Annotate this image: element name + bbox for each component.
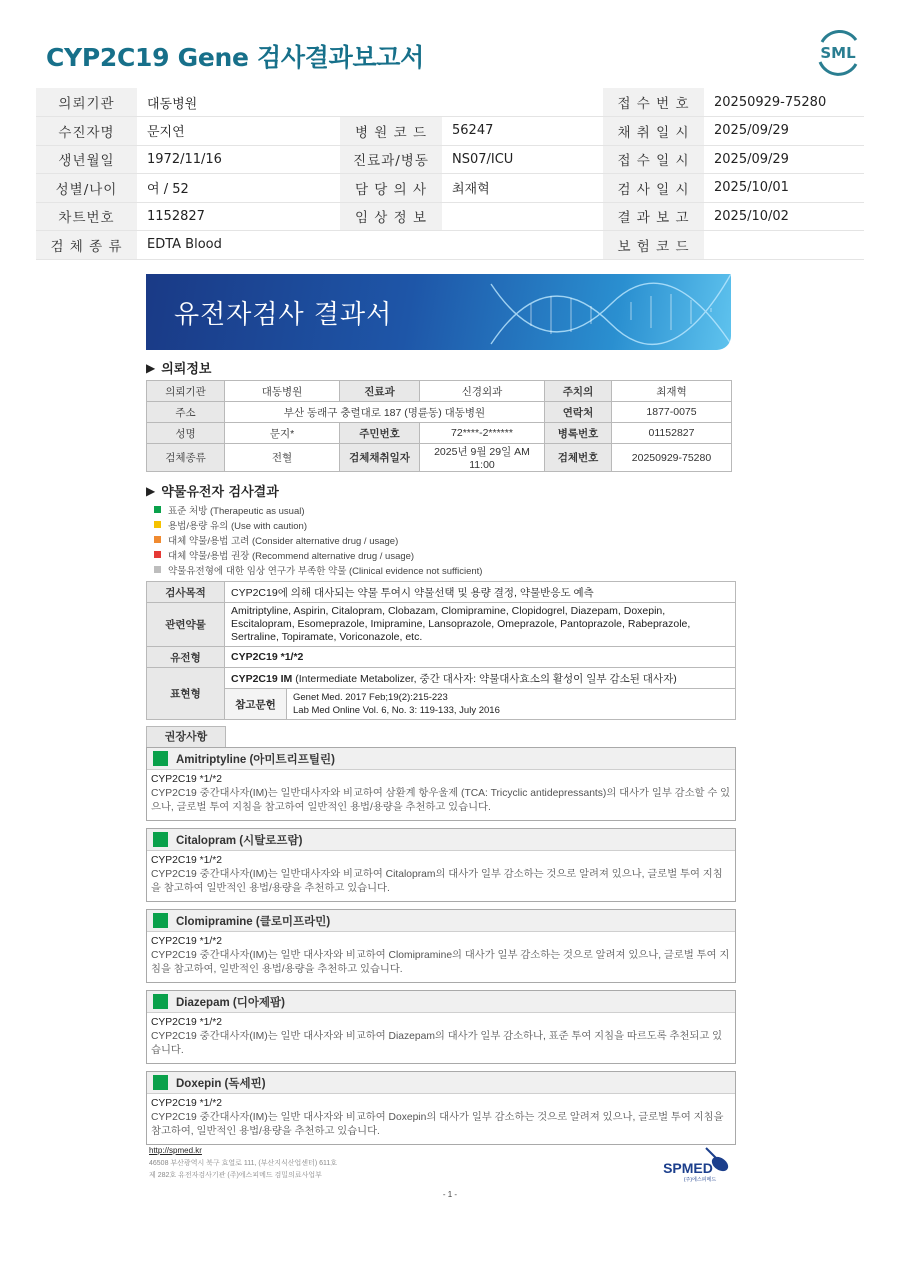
rec-genotype: CYP2C19 *1/*2 [151,774,222,785]
request-label: 검체채취일자 [340,444,420,472]
sml-logo-icon [812,28,864,76]
request-value: 대동병원 [225,381,340,402]
legend-item [154,502,736,517]
info-label: 채 취 일 시 [603,117,704,146]
drug-name: Clomipramine (클로미프라민) [176,915,331,928]
request-label: 연락처 [545,402,612,423]
recommendation-header [147,748,735,770]
recommendation-card [146,909,736,983]
genotype-value: CYP2C19 *1/*2 [225,647,736,668]
rec-text: CYP2C19 중간대사자(IM)는 일반 대사자와 비교하여 Clomipramine의 대사가 일부 감소하는 것으로 알려져 있으나, 글로벌 투여 지침을 참고하여, 일반적인 용법/용량을 추천하고 있습니다. [151,950,730,975]
legend-text: 용법/용량 유의 (Use with caution) [168,520,308,532]
info-value: 1972/11/16 [137,145,340,174]
sml-logo-text: SML [820,44,856,62]
legend-swatch-icon [154,566,161,573]
info-label: 병 원 코 드 [340,117,442,146]
info-value: 56247 [442,117,603,146]
request-value: 72****-2****** [420,423,545,444]
reference-value: Genet Med. 2017 Feb;19(2):215-223 Lab Med Online Vol. 6, No. 3: 119-133, July 2016 [287,689,736,720]
green-status-icon [153,751,168,766]
page-title: CYP2C19 Gene 검사결과보고서 [46,43,424,72]
drug-name: Citalopram (시탈로프람) [176,834,303,847]
info-row [36,202,864,231]
info-label: 검 사 일 시 [603,174,704,203]
info-label: 검 체 종 류 [36,231,137,260]
info-value: 최재혁 [442,174,603,203]
drugs-value: Amitriptyline, Aspirin, Citalopram, Clobazam, Clomipramine, Clopidogrel, Diazepam, Doxepin, Escitalopram, Esomeprazole, Imipramine, Lansoprazole, Omeprazole, Pantoprazole, Rabeprazole, Sertraline, Topiramate, Voriconazole, etc. [225,603,736,647]
info-label: 접 수 번 호 [603,88,704,117]
legend-swatch-icon [154,536,161,543]
embedded-report [146,274,736,1152]
request-row [147,423,732,444]
patient-info-table [36,88,864,260]
info-value: 문지연 [137,117,340,146]
report-banner [146,274,731,350]
green-status-icon [153,913,168,928]
request-row [147,381,732,402]
request-label: 주민번호 [340,423,420,444]
info-label [340,231,442,260]
request-value: 최재혁 [612,381,732,402]
result-section-title: ▶ 약물유전자 검사결과 [146,483,279,500]
phenotype-label: 표현형 [147,668,225,720]
info-value: NS07/ICU [442,145,603,174]
info-label: 결 과 보 고 [603,202,704,231]
info-value [442,88,603,117]
triangle-right-icon: ▶ [146,360,156,375]
drugs-label: 관련약물 [147,603,225,647]
recommendation-body [147,770,735,820]
spmed-logo-icon [650,1144,732,1184]
info-label: 접 수 일 시 [603,145,704,174]
page-number: - 1 - [442,1190,458,1199]
recommendation-header [147,829,735,851]
legend-swatch-icon [154,521,161,528]
request-value: 부산 동래구 충렬대로 187 (명륜동) 대동병원 [225,402,545,423]
recommendation-header [147,991,735,1013]
drug-name: Diazepam (디아제팜) [176,996,285,1009]
green-status-icon [153,1075,168,1090]
info-value: 20250929-75280 [704,88,864,117]
legend-text: 약물유전형에 대한 임상 연구가 부족한 약물 (Clinical evidence not sufficient) [168,565,483,577]
legend-item [154,532,736,547]
legend-text: 표준 처방 (Therapeutic as usual) [168,505,305,517]
info-label: 보 험 코 드 [603,231,704,260]
rec-text: CYP2C19 중간대사자(IM)는 일반대사자와 비교하여 삼환계 항우울제 (TCA: Tricyclic antidepressants)의 대사가 일부 감소할 수 있으나, 글로벌 투여 지침을 참고하여 일반적인 용법/용량을 추천하고 있습니다. [151,788,731,813]
legend-item [154,547,736,562]
purpose-label: 검사목적 [147,582,225,603]
request-label: 성명 [147,423,225,444]
rec-text: CYP2C19 중간대사자(IM)는 일반 대사자와 비교하여 Doxepin의 대사가 일부 감소하는 것으로 알려져 있으나, 글로벌 투여 지침을 참고하여, 일반적인 용법/용량을 추천하고 있습니다. [151,1112,724,1137]
green-status-icon [153,994,168,1009]
request-value: 2025년 9월 29일 AM 11:00 [420,444,545,472]
info-label: 임 상 정 보 [340,202,442,231]
phenotype-value: CYP2C19 IM (Intermediate Metabolizer, 중간 대사자: 약물대사효소의 활성이 일부 감소된 대사자) [225,668,736,689]
info-value: 1152827 [137,202,340,231]
recommendation-body [147,932,735,982]
recommendation-card [146,828,736,902]
info-label [340,88,442,117]
info-value [442,202,603,231]
request-label: 검체번호 [545,444,612,472]
request-section-title: ▶ 의뢰정보 [146,360,212,377]
request-row [147,444,732,472]
footer-url[interactable]: http://spmed.kr [149,1146,202,1155]
banner-title: 유전자검사 결과서 [174,300,393,330]
request-value: 20250929-75280 [612,444,732,472]
info-label: 진료과/병동 [340,145,442,174]
request-info-table [146,380,732,472]
request-label: 진료과 [340,381,420,402]
info-row [36,174,864,203]
info-value [442,231,603,260]
request-value: 1877-0075 [612,402,732,423]
recommendation-body [147,1013,735,1063]
rec-genotype: CYP2C19 *1/*2 [151,1098,222,1109]
info-value: 여 / 52 [137,174,340,203]
legend-item [154,517,736,532]
recommendation-card [146,1071,736,1145]
info-value: 2025/10/02 [704,202,864,231]
recommendation-header [147,1072,735,1094]
request-value: 신경외과 [420,381,545,402]
rec-text: CYP2C19 중간대사자(IM)는 일반대사자와 비교하여 Citalopram의 대사가 일부 감소하는 것으로 알려져 있으나, 글로벌 투여 지침을 참고하여 일반적인 용법/용량을 추천하고 있습니다. [151,869,723,894]
recommendation-body [147,851,735,901]
info-value: 대동병원 [137,88,340,117]
rec-genotype: CYP2C19 *1/*2 [151,1017,222,1028]
info-row [36,231,864,260]
spmed-logo-sub: (주)에스피메드 [683,1177,717,1183]
recommendation-card [146,990,736,1064]
drug-name: Doxepin (독세핀) [176,1077,266,1090]
drug-name: Amitriptyline (아미트리프틸린) [176,753,335,766]
legend-item [154,562,736,577]
spmed-logo-text: SPMED [663,1160,713,1176]
rec-text: CYP2C19 중간대사자(IM)는 일반 대사자와 비교하여 Diazepam의 대사가 일부 감소하나, 표준 투여 지침을 따르도록 추천되고 있습니다. [151,1031,723,1056]
info-value [704,231,864,260]
request-label: 주소 [147,402,225,423]
rec-genotype: CYP2C19 *1/*2 [151,855,222,866]
info-label: 생년월일 [36,145,137,174]
recommendation-body [147,1094,735,1144]
info-value: 2025/09/29 [704,145,864,174]
result-table [146,581,736,720]
request-value: 문지* [225,423,340,444]
genotype-label: 유전형 [147,647,225,668]
recommendation-header [147,910,735,932]
request-label: 의뢰기관 [147,381,225,402]
info-label: 차트번호 [36,202,137,231]
green-status-icon [153,832,168,847]
request-label: 주치의 [545,381,612,402]
request-value: 01152827 [612,423,732,444]
triangle-right-icon: ▶ [146,483,156,498]
legend [154,502,736,577]
request-label: 병록번호 [545,423,612,444]
recommendation-tab: 권장사항 [146,726,226,747]
recommendation-list [146,747,736,1145]
info-label: 수진자명 [36,117,137,146]
request-label: 검체종류 [147,444,225,472]
legend-swatch-icon [154,506,161,513]
info-value: 2025/09/29 [704,117,864,146]
recommendation-card [146,747,736,821]
info-value: EDTA Blood [137,231,340,260]
purpose-value: CYP2C19에 의해 대사되는 약물 투여시 약물선택 및 용량 결정, 약물반응도 예측 [225,582,736,603]
legend-text: 대체 약물/용법 권장 (Recommend alternative drug / usage) [168,550,415,562]
legend-swatch-icon [154,551,161,558]
request-row [147,402,732,423]
legend-text: 대체 약물/용법 고려 (Consider alternative drug / usage) [168,535,399,547]
rec-genotype: CYP2C19 *1/*2 [151,936,222,947]
info-value: 2025/10/01 [704,174,864,203]
info-label: 담 당 의 사 [340,174,442,203]
reference-label: 참고문헌 [225,689,287,720]
request-value: 전혈 [225,444,340,472]
footer-address: 46508 부산광역시 북구 효열로 111, (부산지식산업센터) 611호 제 282호 유전자검사기관 (주)에스피메드 검밀의료사업부 [149,1160,338,1179]
info-row [36,145,864,174]
info-label: 의뢰기관 [36,88,137,117]
info-row [36,88,864,117]
info-label: 성별/나이 [36,174,137,203]
info-row [36,117,864,146]
dna-helix-icon [431,274,731,350]
